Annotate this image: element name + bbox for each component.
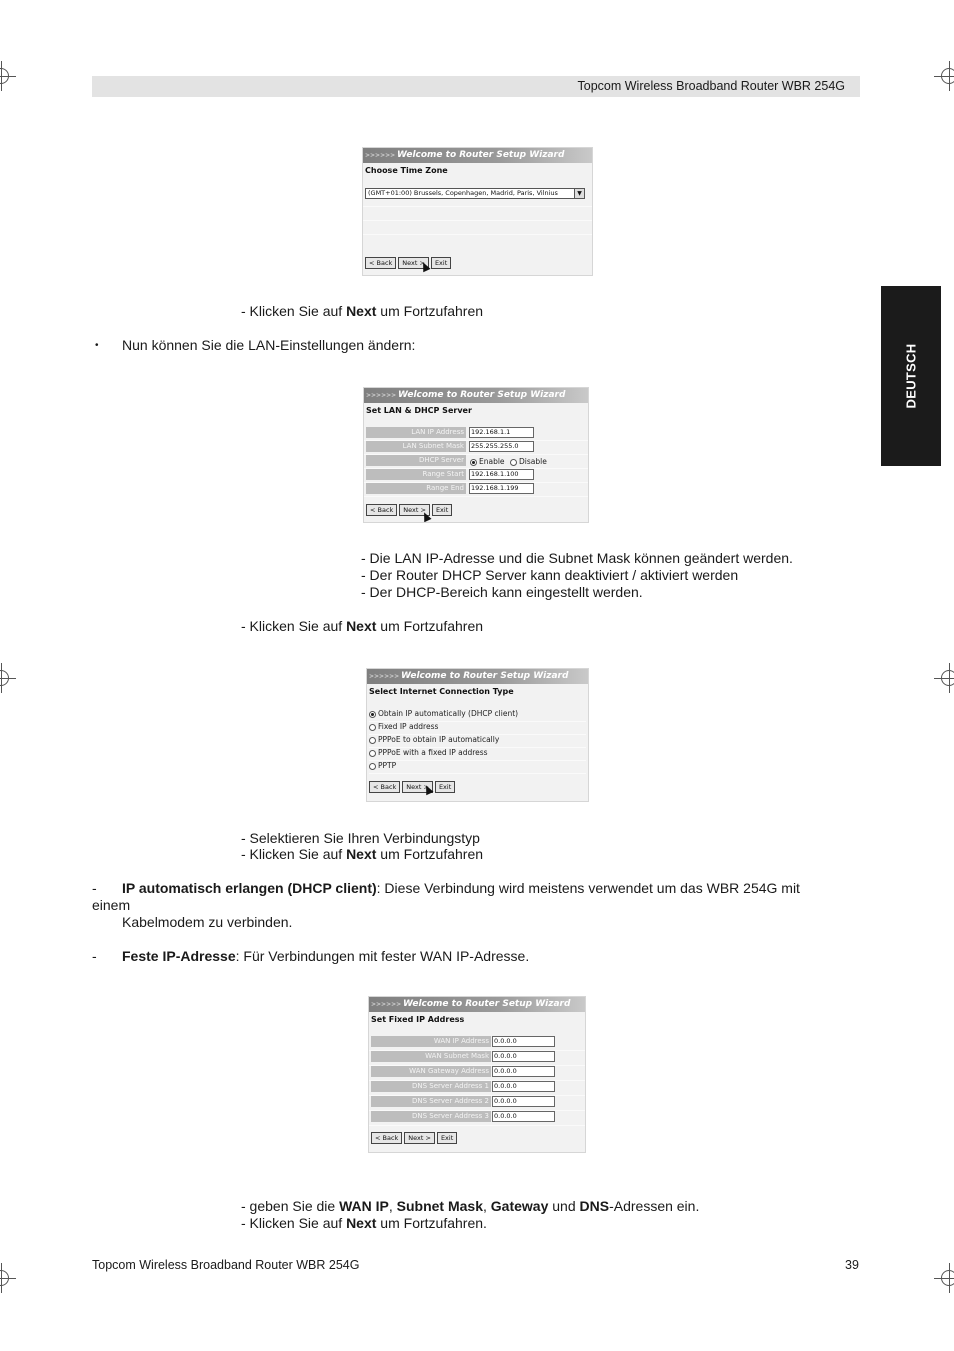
form-row <box>364 441 588 455</box>
next-button[interactable]: Next > <box>398 257 429 269</box>
instruction-click-next <box>241 846 483 863</box>
dhcp-description <box>122 880 800 897</box>
registration-mark-icon <box>0 68 9 84</box>
fixed-ip-wizard-screenshot <box>368 996 586 1153</box>
fixed-ip-term: Feste IP-Adresse <box>122 948 236 964</box>
form-row <box>364 469 588 483</box>
registration-mark-icon <box>941 670 954 686</box>
connection-option[interactable] <box>369 761 586 774</box>
wan-ip-input[interactable]: 0.0.0.0 <box>492 1036 555 1047</box>
bullet: • <box>95 340 99 351</box>
connection-type-wizard-screenshot <box>366 668 589 802</box>
option-label: Fixed IP address <box>378 722 439 731</box>
gateway-keyword: Gateway <box>490 1198 549 1214</box>
dns1-input[interactable]: 0.0.0.0 <box>492 1081 555 1092</box>
connection-option[interactable] <box>369 748 586 761</box>
instruction-click-next <box>241 303 483 320</box>
radio-unchecked-icon[interactable] <box>369 750 376 757</box>
form-row <box>364 455 588 469</box>
instruction-text: um Fortzufahren. <box>376 1215 487 1231</box>
dash: - <box>92 948 97 964</box>
instruction-text: -Adressen ein. <box>609 1198 700 1214</box>
option-label: PPTP <box>378 761 397 770</box>
instruction-text: , <box>388 1198 397 1214</box>
wan-gateway-input[interactable]: 0.0.0.0 <box>492 1066 555 1077</box>
connection-option[interactable] <box>369 722 586 735</box>
next-keyword: Next <box>346 618 377 634</box>
dns-keyword: DNS <box>579 1198 610 1214</box>
wizard-subtitle: Select Internet Connection Type <box>369 687 514 696</box>
subnet-mask-keyword: Subnet Mask <box>396 1198 483 1214</box>
language-tab-label: DEUTSCH <box>903 343 919 409</box>
exit-button[interactable]: Exit <box>437 1132 457 1144</box>
wizard-buttons <box>366 504 452 516</box>
next-keyword: Next <box>346 846 377 862</box>
wizard-subtitle: Choose Time Zone <box>365 166 448 175</box>
dhcp-term: IP automatisch erlangen (DHCP client) <box>122 880 377 896</box>
range-end-input[interactable]: 192.168.1.199 <box>469 483 534 494</box>
back-button[interactable]: < Back <box>366 504 397 516</box>
instruction-text: um Fortzufahren <box>376 303 484 319</box>
radio-unchecked-icon[interactable] <box>369 763 376 770</box>
back-button[interactable]: < Back <box>369 781 400 793</box>
exit-button[interactable]: Exit <box>432 504 452 516</box>
registration-mark-icon <box>0 670 9 686</box>
option-label: PPPoE with a fixed IP address <box>378 748 488 757</box>
instruction-text: - Klicken Sie auf <box>241 618 347 634</box>
lan-note-1: - Die LAN IP-Adresse und die Subnet Mask können geändert werden. <box>361 550 793 566</box>
timezone-select-value: (GMT+01:00) Brussels, Copenhagen, Madrid, Paris, Vilnius <box>368 189 558 197</box>
field-label: DNS Server Address 2 <box>371 1096 491 1107</box>
form-row <box>364 483 588 497</box>
lan-note-3: - Der DHCP-Bereich kann eingestellt werden. <box>361 584 643 600</box>
wan-subnet-input[interactable]: 0.0.0.0 <box>492 1051 555 1062</box>
dhcp-description-cont2: Kabelmodem zu verbinden. <box>122 914 293 930</box>
range-start-input[interactable]: 192.168.1.100 <box>469 469 534 480</box>
field-label: WAN IP Address <box>371 1036 491 1047</box>
next-button[interactable]: Next > <box>402 781 433 793</box>
registration-mark-icon <box>941 1270 954 1286</box>
next-keyword: Next <box>346 1215 377 1231</box>
dns2-input[interactable]: 0.0.0.0 <box>492 1096 555 1107</box>
field-label: WAN Subnet Mask <box>371 1051 491 1062</box>
back-button[interactable]: < Back <box>365 257 396 269</box>
field-label: Range End <box>366 483 466 494</box>
wizard-buttons <box>369 781 455 793</box>
page-header <box>92 76 860 97</box>
form-row <box>369 1081 585 1096</box>
form-row <box>369 1051 585 1066</box>
field-label: WAN Gateway Address <box>371 1066 491 1077</box>
dns3-input[interactable]: 0.0.0.0 <box>492 1111 555 1122</box>
option-label: Obtain IP automatically (DHCP client) <box>378 709 519 718</box>
page-number: 39 <box>845 1258 859 1272</box>
next-button[interactable]: Next > <box>404 1132 435 1144</box>
field-label: LAN Subnet Mask <box>366 441 466 452</box>
dhcp-disable-option[interactable] <box>510 457 547 466</box>
lan-subnet-input[interactable]: 255.255.255.0 <box>469 441 534 452</box>
form-row <box>369 1066 585 1081</box>
footer-title: Topcom Wireless Broadband Router WBR 254G <box>92 1258 360 1272</box>
dash: - <box>92 880 97 896</box>
instruction-text: - Klicken Sie auf <box>241 846 347 862</box>
wizard-title: >>>>>> Welcome to Router Setup Wizard <box>363 148 592 163</box>
form-row <box>369 1096 585 1111</box>
instruction-text: - Klicken Sie auf <box>241 1215 347 1231</box>
radio-unchecked-icon[interactable] <box>369 724 376 731</box>
field-label: DNS Server Address 1 <box>371 1081 491 1092</box>
instruction-text: , <box>483 1198 491 1214</box>
connection-option[interactable] <box>369 735 586 748</box>
radio-unchecked-icon[interactable] <box>369 737 376 744</box>
select-type-instruction: - Selektieren Sie Ihren Verbindungstyp <box>241 830 480 846</box>
radio-checked-icon[interactable] <box>470 459 477 466</box>
wan-ip-keyword: WAN IP <box>339 1198 389 1214</box>
lan-ip-input[interactable]: 192.168.1.1 <box>469 427 534 438</box>
registration-mark-icon <box>941 68 954 84</box>
back-button[interactable]: < Back <box>371 1132 402 1144</box>
field-label: DNS Server Address 3 <box>371 1111 491 1122</box>
field-label: Range Start <box>366 469 466 480</box>
language-tab <box>881 286 941 466</box>
wizard-buttons <box>371 1132 457 1144</box>
instruction-click-next <box>241 618 483 635</box>
wizard-subtitle: Set Fixed IP Address <box>371 1015 465 1024</box>
wizard-title: >>>>>> Welcome to Router Setup Wizard <box>369 997 585 1012</box>
timezone-select[interactable] <box>365 188 585 199</box>
next-button[interactable]: Next > <box>399 504 430 516</box>
wizard-subtitle: Set LAN & DHCP Server <box>366 406 472 415</box>
option-label: Enable <box>479 457 505 466</box>
radio-checked-icon[interactable] <box>369 711 376 718</box>
fixed-ip-description <box>122 948 529 965</box>
wizard-buttons <box>365 257 451 269</box>
instruction-text: um Fortzufahren <box>376 618 484 634</box>
dhcp-enable-option[interactable] <box>470 457 505 466</box>
field-label: LAN IP Address <box>366 427 466 438</box>
dhcp-description-cont: einem <box>92 897 131 913</box>
timezone-wizard-screenshot <box>362 147 593 276</box>
form-row <box>369 1111 585 1126</box>
instruction-text: - Klicken Sie auf <box>241 303 347 319</box>
lan-note-2: - Der Router DHCP Server kann deaktiviert / aktiviert werden <box>361 567 739 583</box>
instruction-text: um Fortzufahren <box>376 846 484 862</box>
instruction-click-next <box>241 1215 487 1232</box>
dhcp-text: : Diese Verbindung wird meistens verwendet um das WBR 254G mit <box>376 880 800 896</box>
instruction-text: und <box>548 1198 580 1214</box>
option-label: Disable <box>519 457 547 466</box>
instruction-text: - geben Sie die <box>241 1198 340 1214</box>
chevron-down-icon[interactable]: ▼ <box>574 189 584 198</box>
exit-button[interactable]: Exit <box>431 257 451 269</box>
form-row <box>364 427 588 441</box>
next-keyword: Next <box>346 303 377 319</box>
radio-unchecked-icon[interactable] <box>510 459 517 466</box>
lan-wizard-screenshot <box>363 387 589 523</box>
header-title: Topcom Wireless Broadband Router WBR 254G <box>577 79 845 93</box>
option-label: PPPoE to obtain IP automatically <box>378 735 500 744</box>
form-row <box>369 1036 585 1051</box>
enter-addresses-instruction <box>241 1198 699 1215</box>
wizard-title: >>>>>> Welcome to Router Setup Wizard <box>367 669 588 684</box>
lan-intro: Nun können Sie die LAN-Einstellungen ändern: <box>122 337 416 353</box>
fixed-ip-text: : Für Verbindungen mit fester WAN IP-Adresse. <box>235 948 530 964</box>
exit-button[interactable]: Exit <box>435 781 455 793</box>
connection-option[interactable] <box>369 709 586 722</box>
wizard-title: >>>>>> Welcome to Router Setup Wizard <box>364 388 588 403</box>
field-label: DHCP Server <box>366 455 466 466</box>
registration-mark-icon <box>0 1270 9 1286</box>
